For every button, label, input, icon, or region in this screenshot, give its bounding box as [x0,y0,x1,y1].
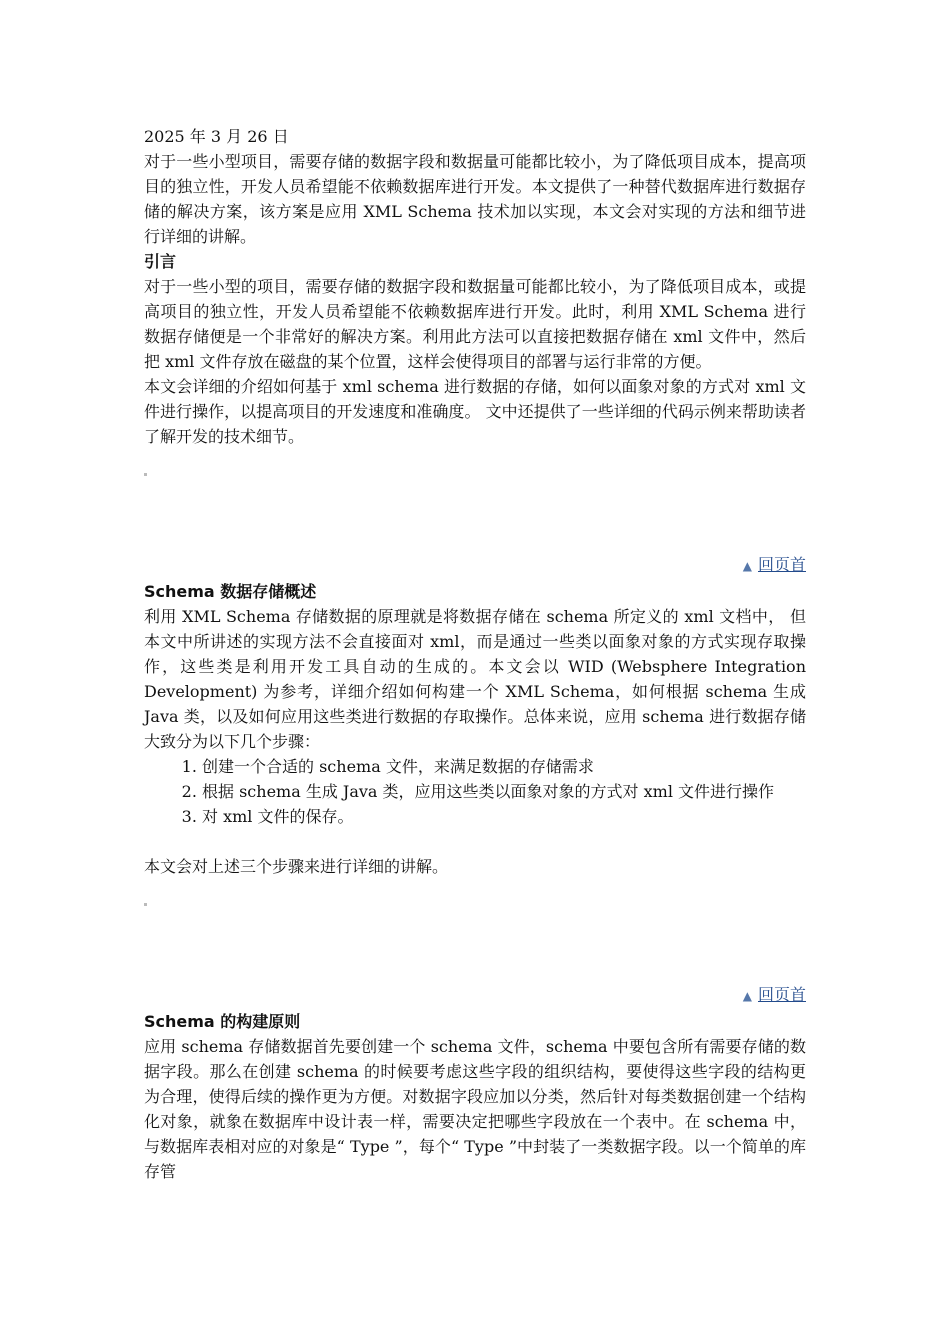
intro-paragraph-1: 对于一些小型的项目，需要存储的数据字段和数据量可能都比较小，为了降低项目成本，或提高项目的独立性，开发人员希望能不依赖数据库进行开发。此时，利用 XML Schema 进行数据存储便是一个非常好的解决方案。利用此方法可以直接把数据存储在 xml 文件中，然后把 xml 文件存放在磁盘的某个位置，这样会使得项目的部署与运行非常的方便。 [144,277,806,371]
up-arrow-icon: ▲ [742,989,752,1003]
intro-paragraph-2: 本文会详细的介绍如何基于 xml schema 进行数据的存储，如何以面象对象的方式对 xml 文件进行操作，以提高项目的开发速度和准确度。 文中还提供了一些详细的代码示例来帮助读者了解开发的技术细节。 [144,377,806,446]
abstract: 对于一些小型项目，需要存储的数据字段和数据量可能都比较小，为了降低项目成本，提高项目的独立性，开发人员希望能不依赖数据库进行开发。本文提供了一种替代数据库进行数据存储的解决方案，该方案是应用 XML Schema 技术加以实现，本文会对实现的方法和细节进行详细的讲解。 [144,152,806,246]
back-to-top-link[interactable]: 回页首 [757,555,806,574]
up-arrow-icon: ▲ [742,559,752,573]
build-paragraph: 应用 schema 存储数据首先要创建一个 schema 文件，schema 中要包含所有需要存储的数据字段。那么在创建 schema 的时候要考虑这些字段的组织结构，要使得这些字段的结构更为合理，使得后续的操作更为方便。对数据字段应加以分类，然后针对每类数据创建一个结构化对象，就象在数据库中设计表一样，需要决定把哪些字段放在一个表中。在 schema 中，与数据库表相对应的对象是“ Type ”，每个“ Type ”中封装了一类数据字段。以一个简单的库存管 [144,1037,806,1181]
overview-heading: Schema 数据存储概述 [144,582,317,601]
overview-summary: 本文会对上述三个步骤来进行详细的讲解。 [144,857,449,876]
document-body [144,124,806,1184]
back-to-top-link[interactable]: 回页首 [757,985,806,1004]
list-item: 1. 创建一个合适的 schema 文件，来满足数据的存储需求 [202,754,806,779]
back-to-top-1 [144,552,806,579]
build-heading: Schema 的构建原则 [144,1012,301,1031]
list-item: 3. 对 xml 文件的保存。 [202,804,806,829]
intro-heading: 引言 [144,252,177,271]
back-to-top-2 [144,982,806,1009]
article-date: 2025 年 3 月 26 日 [144,127,289,146]
list-item: 2. 根据 schema 生成 Java 类，应用这些类以面象对象的方式对 xml 文件进行操作 [202,779,806,804]
steps-list [144,754,806,829]
overview-paragraph: 利用 XML Schema 存储数据的原理就是将数据存储在 schema 所定义的 xml 文档中， 但本文中所讲述的实现方法不会直接面对 xml，而是通过一些类以面象对象的方式实现存取操作，这些类是利用开发工具自动的生成的。本文会以 WID (Websphere Integration Development) 为参考，详细介绍如何构建一个 XML Schema，如何根据 schema 生成 Java 类，以及如何应用这些类进行数据的存取操作。总体来说，应用 schema 进行数据存储大致分为以下几个步骤： [144,607,806,751]
